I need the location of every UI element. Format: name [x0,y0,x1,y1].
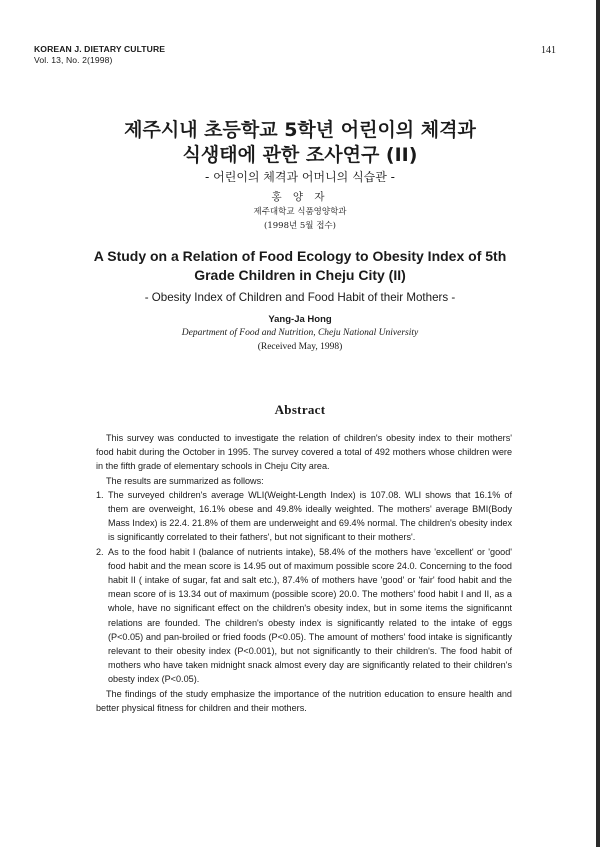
result-item-number: 1. [96,489,104,500]
result-item [96,488,512,545]
result-item-text: As to the food habit I (balance of nutrients intake), 58.4% of the mothers have 'excellent' or 'good' food habit and the mean score is 14.95 out of maximum possible score 24.0. Concerning to the food habit II ( intake of sugar, fat and salt etc.), 87.4% of mothers have 'good' or 'fair' food habit and the mean score of is 13.34 out of maximum (possible score) 20.0. The mothers' food habit I and II, as a whole, have no significant effect on the children's obesity index, but in some items the significannt relations are founded. The children's obesty index is significantly related to the intake of eggs (P<0.05) and pan-broiled or fried foods (P<0.05). The amount of mothers' food intake is significantly relevant to their obesity index (P<0.001), but not significantly to their children's. The food habit of mothers who have taken midnight snack almost every day are significantly related to their children's obesty index (P<0.05). [108,546,512,685]
abstract-intro: This survey was conducted to investigate the relation of children's obesity index to their mothers' food habit during the October in 1995. The survey covered a total of 492 mothers whose children were in the fifth grade of elementary schools in Cheju City area. [96,433,512,472]
result-item-text: The surveyed children's average WLI(Weight-Length Index) is 107.08. WLI shows that 16.1% of them are overweight, 16.1% obese and 49.8% ideally weighted. The mothers' average BMI(Body Mass Index) is 22.4. 21.8% of them are underweight and 69.4% normal. The children's obesity index is significantly correlated to their fathers', but not significant to their mothers'. [108,489,512,543]
journal-header [34,44,165,66]
journal-volume: Vol. 13, No. 2(1998) [34,55,113,65]
korean-title-line1: 제주시내 초등학교 5학년 어린이의 체격과 [124,119,476,141]
english-title-line2: Grade Children in Cheju City (II) [194,267,406,283]
korean-subtitle: - 어린이의 체격과 어머니의 식습관 - [204,170,396,184]
results-lead: The results are summarized as follows: [106,475,264,486]
english-affiliation: Department of Food and Nutrition, Cheju National University [181,328,419,338]
page-number: 141 [541,45,556,56]
result-item [96,545,512,687]
journal-name: KOREAN J. DIETARY CULTURE [34,44,166,54]
abstract-conclusion: The findings of the study emphasize the importance of the nutrition education to ensure health and better physical fitness for children and their mothers. [96,688,512,713]
korean-received-date: (1998년 5월 접수) [264,221,336,231]
korean-title-line2: 식생태에 관한 조사연구 (II) [182,144,418,166]
english-author: Yang-Ja Hong [268,314,332,325]
english-subtitle: - Obesity Index of Children and Food Habit of their Mothers - [144,291,456,304]
result-item-number: 2. [96,546,104,557]
korean-title [0,118,600,168]
english-received-date: (Received May, 1998) [257,342,343,352]
abstract-body [96,431,512,715]
english-title [0,247,600,285]
korean-affiliation: 제주대학교 식품영양학과 [253,207,347,217]
english-title-line1: A Study on a Relation of Food Ecology to Obesity Index of 5th [93,248,507,264]
korean-author: 홍 양 자 [271,191,329,203]
abstract-heading: Abstract [274,402,326,417]
